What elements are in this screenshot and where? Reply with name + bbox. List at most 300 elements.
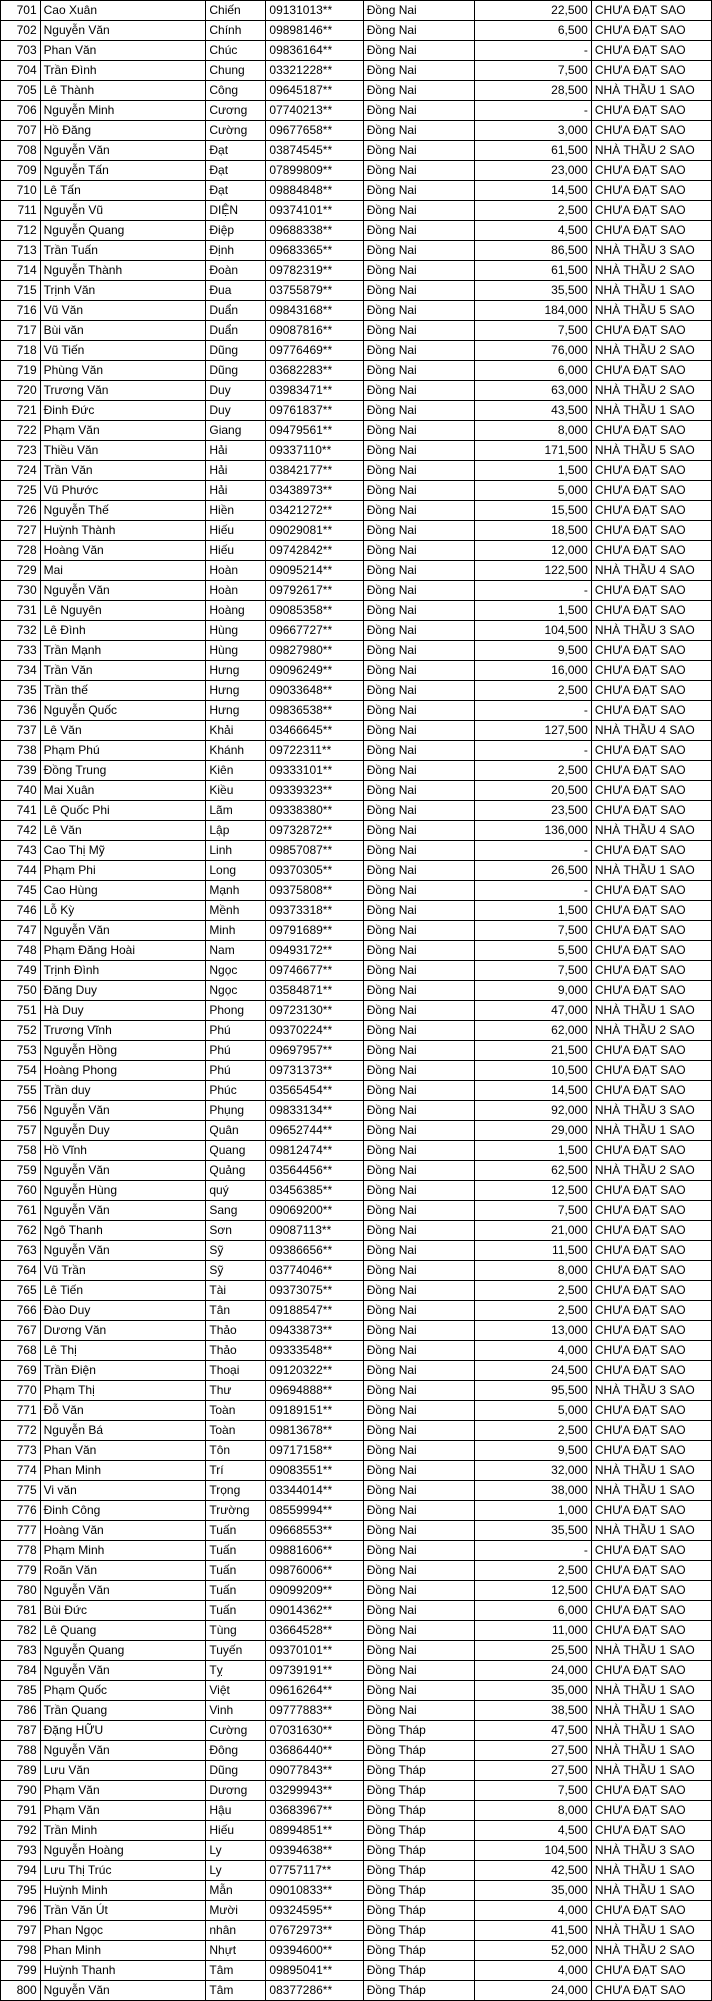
points-cell: 25,500: [475, 1641, 591, 1661]
table-row: [1, 481, 712, 501]
family-name-cell: Mai: [40, 561, 206, 581]
rank-cell: NHÀ THẦU 2 SAO: [591, 1021, 711, 1041]
phone-number-cell: 03755879**: [266, 281, 363, 301]
family-name-cell: Dương Văn: [40, 1321, 206, 1341]
points-cell: -: [475, 41, 591, 61]
points-cell: 10,500: [475, 1061, 591, 1081]
rank-cell: CHƯA ĐẠT SAO: [591, 481, 711, 501]
phone-number-cell: 09857087**: [266, 841, 363, 861]
row-number-cell: 739: [1, 761, 41, 781]
rank-cell: NHÀ THẦU 1 SAO: [591, 861, 711, 881]
row-number-cell: 705: [1, 81, 41, 101]
table-row: [1, 1741, 712, 1761]
family-name-cell: Nguyễn Văn: [40, 581, 206, 601]
rank-cell: CHƯA ĐẠT SAO: [591, 541, 711, 561]
row-number-cell: 795: [1, 1881, 41, 1901]
family-name-cell: Lê Tấn: [40, 181, 206, 201]
given-name-cell: Nhựt: [206, 1941, 266, 1961]
rank-cell: NHÀ THẦU 3 SAO: [591, 1101, 711, 1121]
table-row: [1, 1281, 712, 1301]
points-cell: 4,000: [475, 1901, 591, 1921]
row-number-cell: 745: [1, 881, 41, 901]
family-name-cell: Trần Quang: [40, 1701, 206, 1721]
points-cell: -: [475, 701, 591, 721]
family-name-cell: Nguyễn Văn: [40, 1581, 206, 1601]
table-row: [1, 301, 712, 321]
given-name-cell: Mềnh: [206, 901, 266, 921]
province-cell: Đồng Nai: [363, 1581, 475, 1601]
phone-number-cell: 09697957**: [266, 1041, 363, 1061]
row-number-cell: 786: [1, 1701, 41, 1721]
rank-cell: CHƯA ĐẠT SAO: [591, 741, 711, 761]
rank-cell: NHÀ THẦU 3 SAO: [591, 1841, 711, 1861]
row-number-cell: 702: [1, 21, 41, 41]
rank-cell: NHÀ THẦU 2 SAO: [591, 1941, 711, 1961]
given-name-cell: Trí: [206, 1461, 266, 1481]
rank-cell: CHƯA ĐẠT SAO: [591, 1281, 711, 1301]
province-cell: Đồng Nai: [363, 1621, 475, 1641]
rank-cell: NHÀ THẦU 1 SAO: [591, 81, 711, 101]
table-row: [1, 501, 712, 521]
points-cell: 29,000: [475, 1121, 591, 1141]
family-name-cell: Đồng Trung: [40, 761, 206, 781]
row-number-cell: 774: [1, 1461, 41, 1481]
points-cell: 171,500: [475, 441, 591, 461]
phone-number-cell: 09339323**: [266, 781, 363, 801]
phone-number-cell: 03299943**: [266, 1781, 363, 1801]
family-name-cell: Hoàng Phong: [40, 1061, 206, 1081]
points-cell: 61,500: [475, 261, 591, 281]
family-name-cell: Lê Đình: [40, 621, 206, 641]
family-name-cell: Đỗ Văn: [40, 1401, 206, 1421]
province-cell: Đồng Nai: [363, 921, 475, 941]
table-row: [1, 401, 712, 421]
row-number-cell: 800: [1, 1981, 41, 2001]
phone-number-cell: 07740213**: [266, 101, 363, 121]
province-cell: Đồng Nai: [363, 761, 475, 781]
rank-cell: CHƯA ĐẠT SAO: [591, 1981, 711, 2001]
province-cell: Đồng Nai: [363, 1421, 475, 1441]
province-cell: Đồng Nai: [363, 1341, 475, 1361]
rank-cell: NHÀ THẦU 4 SAO: [591, 821, 711, 841]
points-cell: 21,000: [475, 1221, 591, 1241]
table-row: [1, 1861, 712, 1881]
province-cell: Đồng Nai: [363, 1541, 475, 1561]
family-name-cell: Phan Văn: [40, 1441, 206, 1461]
row-number-cell: 712: [1, 221, 41, 241]
row-number-cell: 701: [1, 1, 41, 21]
row-number-cell: 751: [1, 1001, 41, 1021]
points-cell: 7,500: [475, 61, 591, 81]
table-row: [1, 1021, 712, 1041]
row-number-cell: 734: [1, 661, 41, 681]
rank-cell: NHÀ THẦU 1 SAO: [591, 1921, 711, 1941]
points-cell: 1,500: [475, 901, 591, 921]
table-row: [1, 841, 712, 861]
given-name-cell: Dũng: [206, 1761, 266, 1781]
phone-number-cell: 09386656**: [266, 1241, 363, 1261]
rank-cell: CHƯA ĐẠT SAO: [591, 501, 711, 521]
family-name-cell: Lê Quốc Phi: [40, 801, 206, 821]
phone-number-cell: 03683967**: [266, 1801, 363, 1821]
points-cell: 8,000: [475, 421, 591, 441]
points-cell: 35,500: [475, 1521, 591, 1541]
rank-cell: CHƯA ĐẠT SAO: [591, 1961, 711, 1981]
given-name-cell: Chính: [206, 21, 266, 41]
table-row: [1, 1241, 712, 1261]
province-cell: Đồng Tháp: [363, 1861, 475, 1881]
row-number-cell: 794: [1, 1861, 41, 1881]
given-name-cell: Mạnh: [206, 881, 266, 901]
rank-cell: CHƯA ĐẠT SAO: [591, 1441, 711, 1461]
table-row: [1, 901, 712, 921]
table-row: [1, 1621, 712, 1641]
given-name-cell: Chung: [206, 61, 266, 81]
row-number-cell: 773: [1, 1441, 41, 1461]
family-name-cell: Phạm Phú: [40, 741, 206, 761]
rank-cell: CHƯA ĐẠT SAO: [591, 1, 711, 21]
family-name-cell: Trần duy: [40, 1081, 206, 1101]
province-cell: Đồng Nai: [363, 601, 475, 621]
family-name-cell: Lê Thị: [40, 1341, 206, 1361]
points-cell: 2,500: [475, 1301, 591, 1321]
points-cell: 5,000: [475, 1401, 591, 1421]
phone-number-cell: 09479561**: [266, 421, 363, 441]
given-name-cell: Thảo: [206, 1341, 266, 1361]
province-cell: Đồng Tháp: [363, 1721, 475, 1741]
province-cell: Đồng Nai: [363, 181, 475, 201]
given-name-cell: Hoàn: [206, 581, 266, 601]
rank-cell: CHƯA ĐẠT SAO: [591, 981, 711, 1001]
family-name-cell: Đặng HỮU: [40, 1721, 206, 1741]
province-cell: Đồng Tháp: [363, 1781, 475, 1801]
given-name-cell: Duẩn: [206, 321, 266, 341]
province-cell: Đồng Nai: [363, 1, 475, 21]
province-cell: Đồng Nai: [363, 61, 475, 81]
province-cell: Đồng Nai: [363, 441, 475, 461]
table-row: [1, 1161, 712, 1181]
given-name-cell: Hoàn: [206, 561, 266, 581]
table-row: [1, 1981, 712, 2001]
table-row: [1, 461, 712, 481]
table-row: [1, 1261, 712, 1281]
given-name-cell: Tôn: [206, 1441, 266, 1461]
family-name-cell: Phạm Văn: [40, 421, 206, 441]
points-cell: 38,500: [475, 1701, 591, 1721]
phone-number-cell: 09731373**: [266, 1061, 363, 1081]
points-cell: 35,500: [475, 281, 591, 301]
family-name-cell: Nguyễn Văn: [40, 1161, 206, 1181]
table-row: [1, 981, 712, 1001]
phone-number-cell: 09876006**: [266, 1561, 363, 1581]
province-cell: Đồng Tháp: [363, 1941, 475, 1961]
row-number-cell: 799: [1, 1961, 41, 1981]
row-number-cell: 790: [1, 1781, 41, 1801]
phone-number-cell: 09087113**: [266, 1221, 363, 1241]
given-name-cell: Duy: [206, 381, 266, 401]
row-number-cell: 767: [1, 1321, 41, 1341]
phone-number-cell: 03421272**: [266, 501, 363, 521]
rank-cell: CHƯA ĐẠT SAO: [591, 1801, 711, 1821]
row-number-cell: 738: [1, 741, 41, 761]
row-number-cell: 791: [1, 1801, 41, 1821]
given-name-cell: Tân: [206, 1301, 266, 1321]
row-number-cell: 757: [1, 1121, 41, 1141]
points-cell: 1,500: [475, 601, 591, 621]
table-row: [1, 1041, 712, 1061]
rank-cell: NHÀ THẦU 2 SAO: [591, 341, 711, 361]
province-cell: Đồng Nai: [363, 421, 475, 441]
province-cell: Đồng Tháp: [363, 1821, 475, 1841]
province-cell: Đồng Nai: [363, 1661, 475, 1681]
family-name-cell: Phạm Đăng Hoài: [40, 941, 206, 961]
row-number-cell: 769: [1, 1361, 41, 1381]
phone-number-cell: 09338380**: [266, 801, 363, 821]
rank-cell: NHÀ THẦU 1 SAO: [591, 1481, 711, 1501]
table-row: [1, 441, 712, 461]
points-cell: 6,500: [475, 21, 591, 41]
province-cell: Đồng Nai: [363, 941, 475, 961]
points-cell: 8,000: [475, 1801, 591, 1821]
province-cell: Đồng Nai: [363, 1261, 475, 1281]
given-name-cell: Hưng: [206, 681, 266, 701]
province-cell: Đồng Nai: [363, 781, 475, 801]
given-name-cell: Tùng: [206, 1621, 266, 1641]
rank-cell: NHÀ THẦU 1 SAO: [591, 401, 711, 421]
rank-cell: NHÀ THẦU 5 SAO: [591, 441, 711, 461]
rank-cell: CHƯA ĐẠT SAO: [591, 801, 711, 821]
table-row: [1, 41, 712, 61]
table-row: [1, 321, 712, 341]
rank-cell: CHƯA ĐẠT SAO: [591, 201, 711, 221]
phone-number-cell: 09087816**: [266, 321, 363, 341]
given-name-cell: Tâm: [206, 1981, 266, 2001]
rank-cell: CHƯA ĐẠT SAO: [591, 1401, 711, 1421]
given-name-cell: Long: [206, 861, 266, 881]
rank-cell: NHÀ THẦU 5 SAO: [591, 301, 711, 321]
rank-cell: CHƯA ĐẠT SAO: [591, 921, 711, 941]
given-name-cell: Lập: [206, 821, 266, 841]
row-number-cell: 729: [1, 561, 41, 581]
province-cell: Đồng Nai: [363, 1121, 475, 1141]
points-cell: 1,500: [475, 461, 591, 481]
province-cell: Đồng Nai: [363, 1161, 475, 1181]
phone-number-cell: 09668553**: [266, 1521, 363, 1541]
given-name-cell: Vinh: [206, 1701, 266, 1721]
family-name-cell: Trần Văn: [40, 461, 206, 481]
table-row: [1, 181, 712, 201]
table-row: [1, 1181, 712, 1201]
table-row: [1, 1221, 712, 1241]
given-name-cell: Phong: [206, 1001, 266, 1021]
phone-number-cell: 03564456**: [266, 1161, 363, 1181]
rank-cell: CHƯA ĐẠT SAO: [591, 461, 711, 481]
family-name-cell: Lê Nguyên: [40, 601, 206, 621]
row-number-cell: 776: [1, 1501, 41, 1521]
row-number-cell: 713: [1, 241, 41, 261]
phone-number-cell: 09324595**: [266, 1901, 363, 1921]
family-name-cell: Vũ Trần: [40, 1261, 206, 1281]
phone-number-cell: 09099209**: [266, 1581, 363, 1601]
family-name-cell: Trần Đình: [40, 61, 206, 81]
row-number-cell: 760: [1, 1181, 41, 1201]
province-cell: Đồng Nai: [363, 1221, 475, 1241]
province-cell: Đồng Nai: [363, 521, 475, 541]
given-name-cell: Hưng: [206, 661, 266, 681]
points-cell: 47,000: [475, 1001, 591, 1021]
phone-number-cell: 09394600**: [266, 1941, 363, 1961]
family-name-cell: Đinh Đức: [40, 401, 206, 421]
table-row: [1, 721, 712, 741]
rank-cell: CHƯA ĐẠT SAO: [591, 601, 711, 621]
family-name-cell: Phan Ngọc: [40, 1921, 206, 1941]
table-row: [1, 1341, 712, 1361]
given-name-cell: Ly: [206, 1841, 266, 1861]
given-name-cell: Trọng: [206, 1481, 266, 1501]
family-name-cell: Trương Vĩnh: [40, 1021, 206, 1041]
phone-number-cell: 09777883**: [266, 1701, 363, 1721]
province-cell: Đồng Nai: [363, 1681, 475, 1701]
rank-cell: CHƯA ĐẠT SAO: [591, 781, 711, 801]
province-cell: Đồng Tháp: [363, 1761, 475, 1781]
family-name-cell: Lưu Văn: [40, 1761, 206, 1781]
table-row: [1, 1541, 712, 1561]
given-name-cell: Chiến: [206, 1, 266, 21]
points-cell: 86,500: [475, 241, 591, 261]
points-cell: 61,500: [475, 141, 591, 161]
row-number-cell: 789: [1, 1761, 41, 1781]
table-row: [1, 361, 712, 381]
row-number-cell: 756: [1, 1101, 41, 1121]
points-cell: 5,500: [475, 941, 591, 961]
phone-number-cell: 07899809**: [266, 161, 363, 181]
row-number-cell: 755: [1, 1081, 41, 1101]
rank-cell: CHƯA ĐẠT SAO: [591, 1061, 711, 1081]
family-name-cell: Đinh Công: [40, 1501, 206, 1521]
rank-cell: CHƯA ĐẠT SAO: [591, 1901, 711, 1921]
province-cell: Đồng Nai: [363, 401, 475, 421]
points-cell: 20,500: [475, 781, 591, 801]
row-number-cell: 741: [1, 801, 41, 821]
province-cell: Đồng Nai: [363, 641, 475, 661]
phone-number-cell: 09833134**: [266, 1101, 363, 1121]
table-row: [1, 1781, 712, 1801]
given-name-cell: Ngọc: [206, 961, 266, 981]
table-row: [1, 161, 712, 181]
rank-cell: CHƯA ĐẠT SAO: [591, 881, 711, 901]
phone-number-cell: 09493172**: [266, 941, 363, 961]
points-cell: 23,000: [475, 161, 591, 181]
province-cell: Đồng Nai: [363, 201, 475, 221]
province-cell: Đồng Tháp: [363, 1901, 475, 1921]
given-name-cell: Hưng: [206, 701, 266, 721]
points-cell: -: [475, 581, 591, 601]
row-number-cell: 788: [1, 1741, 41, 1761]
given-name-cell: Hùng: [206, 641, 266, 661]
rank-cell: CHƯA ĐẠT SAO: [591, 1661, 711, 1681]
province-cell: Đồng Nai: [363, 1501, 475, 1521]
phone-number-cell: 09827980**: [266, 641, 363, 661]
row-number-cell: 772: [1, 1421, 41, 1441]
table-row: [1, 1461, 712, 1481]
table-row: [1, 1301, 712, 1321]
table-row: [1, 141, 712, 161]
family-name-cell: Nguyễn Duy: [40, 1121, 206, 1141]
given-name-cell: Sang: [206, 1201, 266, 1221]
table-row: [1, 1061, 712, 1081]
row-number-cell: 758: [1, 1141, 41, 1161]
points-cell: -: [475, 741, 591, 761]
phone-number-cell: 03874545**: [266, 141, 363, 161]
row-number-cell: 727: [1, 521, 41, 541]
table-row: [1, 1001, 712, 1021]
points-cell: 12,500: [475, 1581, 591, 1601]
row-number-cell: 768: [1, 1341, 41, 1361]
phone-number-cell: 09374101**: [266, 201, 363, 221]
given-name-cell: Hậu: [206, 1801, 266, 1821]
given-name-cell: Cường: [206, 121, 266, 141]
table-row: [1, 1121, 712, 1141]
points-cell: 104,500: [475, 1841, 591, 1861]
phone-number-cell: 09077843**: [266, 1761, 363, 1781]
rank-cell: CHƯA ĐẠT SAO: [591, 1561, 711, 1581]
family-name-cell: Nguyễn Hồng: [40, 1041, 206, 1061]
phone-number-cell: 09085358**: [266, 601, 363, 621]
points-cell: 8,000: [475, 1261, 591, 1281]
row-number-cell: 742: [1, 821, 41, 841]
table-row: [1, 1681, 712, 1701]
row-number-cell: 730: [1, 581, 41, 601]
province-cell: Đồng Nai: [363, 1101, 475, 1121]
table-row: [1, 761, 712, 781]
table-row: [1, 961, 712, 981]
points-cell: 21,500: [475, 1041, 591, 1061]
phone-number-cell: 03344014**: [266, 1481, 363, 1501]
province-cell: Đồng Nai: [363, 901, 475, 921]
rank-cell: NHÀ THẦU 1 SAO: [591, 1461, 711, 1481]
table-row: [1, 241, 712, 261]
row-number-cell: 765: [1, 1281, 41, 1301]
rank-cell: CHƯA ĐẠT SAO: [591, 701, 711, 721]
given-name-cell: Kiều: [206, 781, 266, 801]
given-name-cell: DIỆN: [206, 201, 266, 221]
table-row: [1, 61, 712, 81]
points-cell: 95,500: [475, 1381, 591, 1401]
rank-cell: NHÀ THẦU 4 SAO: [591, 721, 711, 741]
points-cell: 136,000: [475, 821, 591, 841]
province-cell: Đồng Nai: [363, 361, 475, 381]
phone-number-cell: 07672973**: [266, 1921, 363, 1941]
row-number-cell: 782: [1, 1621, 41, 1641]
phone-number-cell: 09189151**: [266, 1401, 363, 1421]
table-row: [1, 261, 712, 281]
points-cell: 27,500: [475, 1741, 591, 1761]
table-row: [1, 941, 712, 961]
family-name-cell: Vi văn: [40, 1481, 206, 1501]
given-name-cell: Điệp: [206, 221, 266, 241]
points-cell: 43,500: [475, 401, 591, 421]
phone-number-cell: 09095214**: [266, 561, 363, 581]
given-name-cell: Minh: [206, 921, 266, 941]
given-name-cell: Hoàng: [206, 601, 266, 621]
table-row: [1, 621, 712, 641]
rank-cell: CHƯA ĐẠT SAO: [591, 221, 711, 241]
points-cell: 4,000: [475, 1961, 591, 1981]
phone-number-cell: 03438973**: [266, 481, 363, 501]
phone-number-cell: 09333101**: [266, 761, 363, 781]
points-cell: 52,000: [475, 1941, 591, 1961]
rank-cell: CHƯA ĐẠT SAO: [591, 21, 711, 41]
